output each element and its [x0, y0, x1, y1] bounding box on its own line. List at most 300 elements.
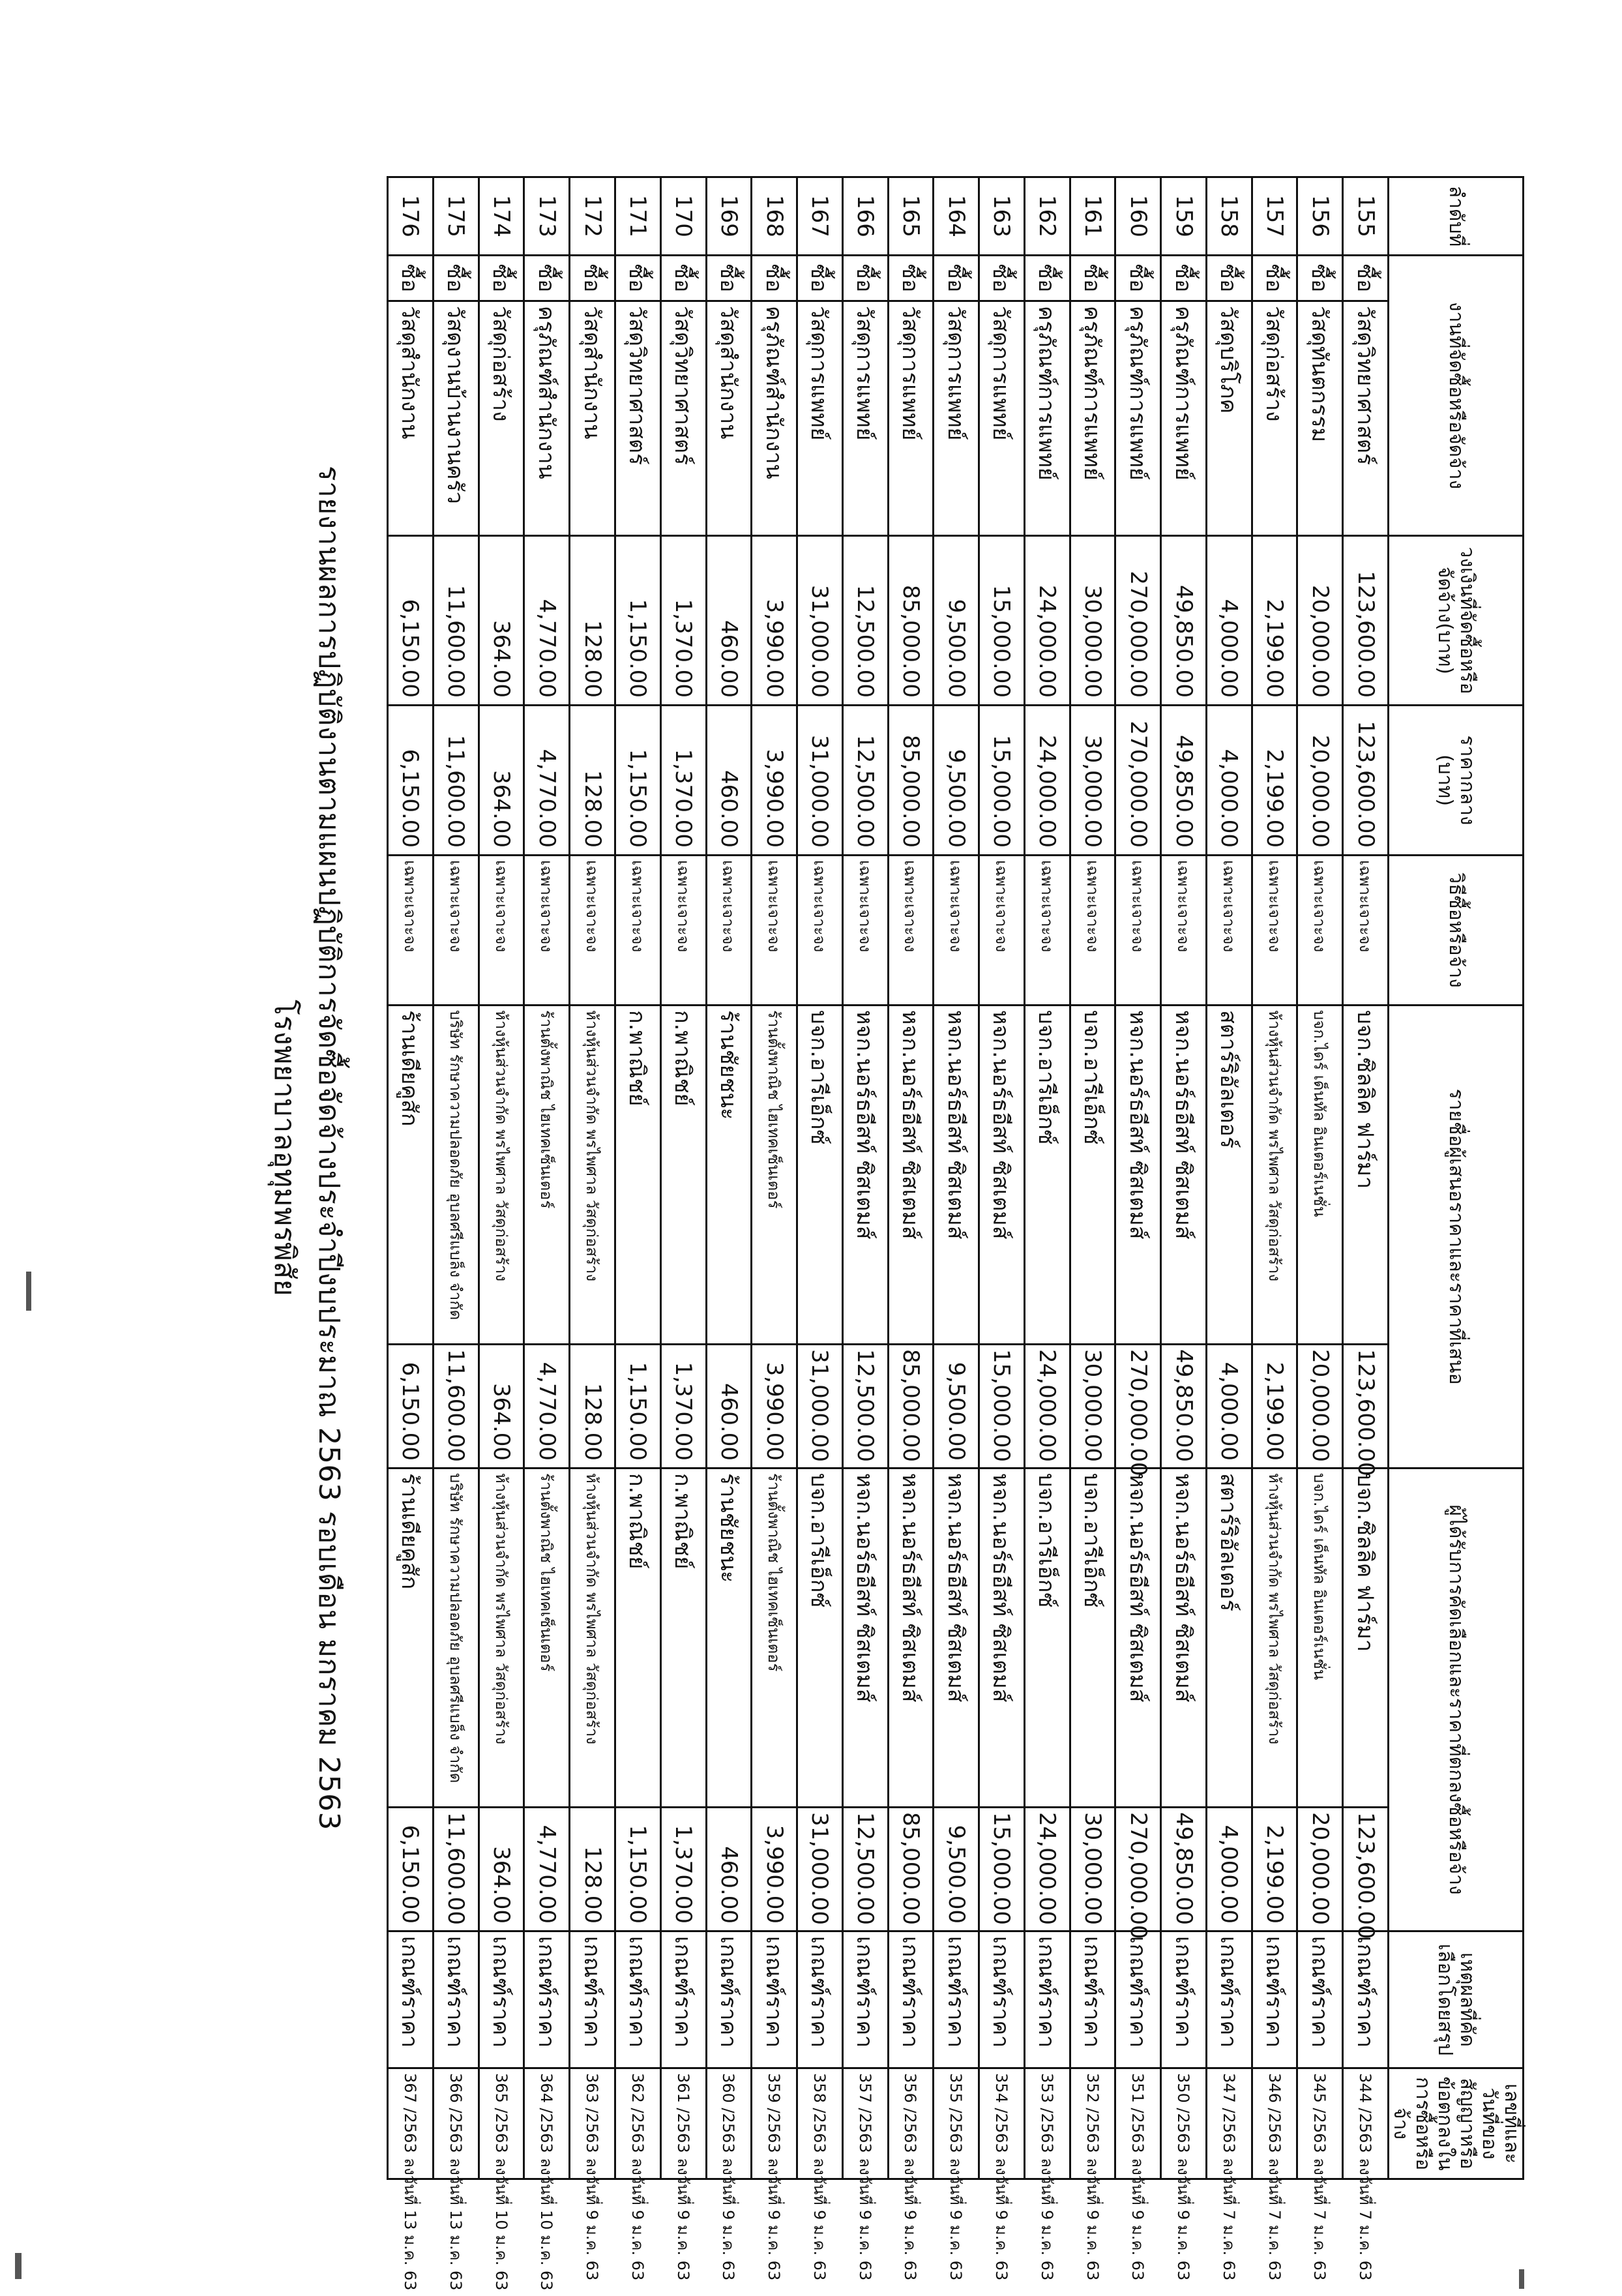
row-offer: 12,500.00	[842, 1345, 888, 1469]
row-contract-ref: 358 /2563 ลงวันที่ 9 ม.ค. 63	[797, 2068, 843, 2179]
table-row	[1024, 177, 1070, 2179]
row-offer: 1,370.00	[660, 1345, 706, 1469]
row-method: เฉพาะเจาะจง	[479, 856, 524, 1006]
row-contract-ref: 344 /2563 ลงวันที่ 7 ม.ค. 63	[1343, 2068, 1389, 2179]
row-budget: 270,000.00	[1115, 536, 1161, 706]
row-median-price: 31,000.00	[797, 706, 843, 856]
row-bidder: หจก.นอร์ธอีสท์ ซิสเตมส์	[979, 1006, 1025, 1345]
row-agreed-price: 460.00	[706, 1808, 752, 1931]
row-contract-ref: 363 /2563 ลงวันที่ 9 ม.ค. 63	[570, 2068, 615, 2179]
row-budget: 4,000.00	[1206, 536, 1252, 706]
row-agreed-price: 1,150.00	[615, 1808, 660, 1931]
row-winner: ร้านเดียคูสัก	[388, 1469, 434, 1808]
row-reason: เกณฑ์ราคา	[1070, 1931, 1115, 2068]
row-type: ซื้อ	[1206, 256, 1252, 301]
row-bidder: ร้านตั้งพาณิช ไฮเทคเซ็นเตอร์	[752, 1006, 797, 1345]
row-bidder: ห้างหุ้นส่วนจำกัด พรไพศาล วัสดุก่อสร้าง	[479, 1006, 524, 1345]
table-row	[706, 177, 752, 2179]
row-winner: หจก.นอร์ธอีสท์ ซิสเตมส์	[842, 1469, 888, 1808]
table-row	[1297, 177, 1343, 2179]
row-reason: เกณฑ์ราคา	[1343, 1931, 1389, 2068]
row-type: ซื้อ	[388, 256, 434, 301]
row-median-price: 49,850.00	[1161, 706, 1207, 856]
row-item: ครุภัณฑ์สำนักงาน	[524, 301, 570, 536]
row-method: เฉพาะเจาะจง	[797, 856, 843, 1006]
procurement-table	[387, 176, 1524, 2291]
row-median-price: 270,000.00	[1115, 706, 1161, 856]
row-winner: ก.พาณิชย์	[660, 1469, 706, 1808]
row-bidder: หจก.นอร์ธอีสท์ ซิสเตมส์	[888, 1006, 934, 1345]
row-reason: เกณฑ์ราคา	[979, 1931, 1025, 2068]
table-row	[479, 177, 524, 2179]
row-median-price: 460.00	[706, 706, 752, 856]
row-method: เฉพาะเจาะจง	[842, 856, 888, 1006]
row-winner: บจก.อารีเอ็กซ์	[797, 1469, 843, 1808]
row-method: เฉพาะเจาะจง	[1115, 856, 1161, 1006]
row-reason: เกณฑ์ราคา	[479, 1931, 524, 2068]
row-winner: ร้านชัยชนะ	[706, 1469, 752, 1808]
row-number: 171	[615, 177, 660, 256]
row-number: 173	[524, 177, 570, 256]
row-method: เฉพาะเจาะจง	[1070, 856, 1115, 1006]
row-number: 164	[934, 177, 979, 256]
row-reason: เกณฑ์ราคา	[660, 1931, 706, 2068]
row-budget: 12,500.00	[842, 536, 888, 706]
row-reason: เกณฑ์ราคา	[888, 1931, 934, 2068]
row-contract-ref: 356 /2563 ลงวันที่ 9 ม.ค. 63	[888, 2068, 934, 2179]
row-agreed-price: 9,500.00	[934, 1808, 979, 1931]
row-bidder: บจก.อารีเอ็กซ์	[1070, 1006, 1115, 1345]
row-item: ครุภัณฑ์การแพทย์	[1070, 301, 1115, 536]
row-item: วัสดุการแพทย์	[842, 301, 888, 536]
row-reason: เกณฑ์ราคา	[1115, 1931, 1161, 2068]
row-item: วัสดุก่อสร้าง	[1252, 301, 1297, 536]
row-item: วัสดุวิทยาศาสตร์	[660, 301, 706, 536]
row-type: ซื้อ	[479, 256, 524, 301]
row-budget: 49,850.00	[1161, 536, 1207, 706]
row-bidder: สตาร์ริอัลเตอร์	[1206, 1006, 1252, 1345]
row-winner: ห้างหุ้นส่วนจำกัด พรไพศาล วัสดุก่อสร้าง	[570, 1469, 615, 1808]
row-contract-ref: 361 /2563 ลงวันที่ 9 ม.ค. 63	[660, 2068, 706, 2179]
scan-speck	[26, 1272, 31, 1311]
header-bidders: รายชื่อผู้เสนอราคาและราคาที่เสนอ	[1389, 1006, 1524, 1469]
row-item: วัสดุบริโภค	[1206, 301, 1252, 536]
row-agreed-price: 2,199.00	[1252, 1808, 1297, 1931]
row-winner: หจก.นอร์ธอีสท์ ซิสเตมส์	[934, 1469, 979, 1808]
row-number: 167	[797, 177, 843, 256]
row-budget: 1,370.00	[660, 536, 706, 706]
row-type: ซื้อ	[1343, 256, 1389, 301]
row-budget: 460.00	[706, 536, 752, 706]
row-winner: ร้านตั้งพาณิช ไฮเทคเซ็นเตอร์	[524, 1469, 570, 1808]
row-contract-ref: 352 /2563 ลงวันที่ 9 ม.ค. 63	[1070, 2068, 1115, 2179]
row-method: เฉพาะเจาะจง	[1297, 856, 1343, 1006]
row-reason: เกณฑ์ราคา	[570, 1931, 615, 2068]
row-number: 163	[979, 177, 1025, 256]
row-median-price: 15,000.00	[979, 706, 1025, 856]
row-median-price: 30,000.00	[1070, 706, 1115, 856]
row-number: 160	[1115, 177, 1161, 256]
row-contract-ref: 354 /2563 ลงวันที่ 9 ม.ค. 63	[979, 2068, 1025, 2179]
row-type: ซื้อ	[797, 256, 843, 301]
row-median-price: 9,500.00	[934, 706, 979, 856]
row-agreed-price: 15,000.00	[979, 1808, 1025, 1931]
row-budget: 24,000.00	[1024, 536, 1070, 706]
table-row	[934, 177, 979, 2179]
row-agreed-price: 30,000.00	[1070, 1808, 1115, 1931]
row-number: 176	[388, 177, 434, 256]
row-agreed-price: 128.00	[570, 1808, 615, 1931]
row-type: ซื้อ	[842, 256, 888, 301]
row-agreed-price: 12,500.00	[842, 1808, 888, 1931]
document-title: รายงานผลการปฏิบัติงานตามแผนปฏิบัติการจัดซื้อจัดจ้างประจำปีงบประมาณ 2563 รอบเดือน มกราคม 2563	[312, 466, 346, 1830]
row-method: เฉพาะเจาะจง	[433, 856, 479, 1006]
row-reason: เกณฑ์ราคา	[706, 1931, 752, 2068]
row-number: 156	[1297, 177, 1343, 256]
row-winner: หจก.นอร์ธอีสท์ ซิสเตมส์	[979, 1469, 1025, 1808]
row-type: ซื้อ	[615, 256, 660, 301]
row-budget: 6,150.00	[388, 536, 434, 706]
row-item: วัสดุการแพทย์	[934, 301, 979, 536]
row-winner: ก.พาณิชย์	[615, 1469, 660, 1808]
row-method: เฉพาะเจาะจง	[660, 856, 706, 1006]
table-row	[979, 177, 1025, 2179]
row-type: ซื้อ	[1115, 256, 1161, 301]
row-winner: หจก.นอร์ธอีสท์ ซิสเตมส์	[1115, 1469, 1161, 1808]
table-row	[1115, 177, 1161, 2179]
row-winner: ร้านตั้งพาณิช ไฮเทคเซ็นเตอร์	[752, 1469, 797, 1808]
row-budget: 3,990.00	[752, 536, 797, 706]
row-median-price: 24,000.00	[1024, 706, 1070, 856]
row-winner: ห้างหุ้นส่วนจำกัด พรไพศาล วัสดุก่อสร้าง	[1252, 1469, 1297, 1808]
row-offer: 30,000.00	[1070, 1345, 1115, 1469]
row-number: 165	[888, 177, 934, 256]
row-bidder: ร้านเดียคูสัก	[388, 1006, 434, 1345]
row-item: วัสดุสำนักงาน	[388, 301, 434, 536]
row-contract-ref: 346 /2563 ลงวันที่ 7 ม.ค. 63	[1252, 2068, 1297, 2179]
row-bidder: หจก.นอร์ธอีสท์ ซิสเตมส์	[842, 1006, 888, 1345]
row-winner: หจก.นอร์ธอีสท์ ซิสเตมส์	[888, 1469, 934, 1808]
row-budget: 2,199.00	[1252, 536, 1297, 706]
row-method: เฉพาะเจาะจง	[979, 856, 1025, 1006]
row-reason: เกณฑ์ราคา	[934, 1931, 979, 2068]
row-bidder: ก.พาณิชย์	[615, 1006, 660, 1345]
row-bidder: ก.พาณิชย์	[660, 1006, 706, 1345]
row-offer: 128.00	[570, 1345, 615, 1469]
row-reason: เกณฑ์ราคา	[1161, 1931, 1207, 2068]
header-item: งานที่จัดซื้อหรือจัดจ้าง	[1389, 256, 1524, 536]
row-winner: หจก.นอร์ธอีสท์ ซิสเตมส์	[1161, 1469, 1207, 1808]
row-reason: เกณฑ์ราคา	[1024, 1931, 1070, 2068]
table-row	[842, 177, 888, 2179]
row-item: ครุภัณฑ์การแพทย์	[1024, 301, 1070, 536]
row-median-price: 12,500.00	[842, 706, 888, 856]
table-row	[752, 177, 797, 2179]
row-median-price: 11,600.00	[433, 706, 479, 856]
scan-speck	[1519, 2269, 1524, 2289]
table-row	[433, 177, 479, 2179]
row-reason: เกณฑ์ราคา	[524, 1931, 570, 2068]
row-number: 175	[433, 177, 479, 256]
row-item: ครุภัณฑ์สำนักงาน	[752, 301, 797, 536]
row-bidder: ห้างหุ้นส่วนจำกัด พรไพศาล วัสดุก่อสร้าง	[570, 1006, 615, 1345]
row-agreed-price: 11,600.00	[433, 1808, 479, 1931]
row-winner: บริษัท รักษาความปลอดภัย อุบลศรีแบล็ง จำกัด	[433, 1469, 479, 1808]
row-offer: 6,150.00	[388, 1345, 434, 1469]
row-winner: ห้างหุ้นส่วนจำกัด พรไพศาล วัสดุก่อสร้าง	[479, 1469, 524, 1808]
row-offer: 4,770.00	[524, 1345, 570, 1469]
row-method: เฉพาะเจาะจง	[934, 856, 979, 1006]
row-bidder: บจก.ไดร์ เด็นทัล อินเตอร์เนชั่น	[1297, 1006, 1343, 1345]
table-row	[1206, 177, 1252, 2179]
row-offer: 364.00	[479, 1345, 524, 1469]
row-agreed-price: 6,150.00	[388, 1808, 434, 1931]
row-offer: 4,000.00	[1206, 1345, 1252, 1469]
row-winner: บจก.อารีเอ็กซ์	[1070, 1469, 1115, 1808]
row-offer: 460.00	[706, 1345, 752, 1469]
row-contract-ref: 360 /2563 ลงวันที่ 9 ม.ค. 63	[706, 2068, 752, 2179]
row-agreed-price: 20,000.00	[1297, 1808, 1343, 1931]
row-contract-ref: 359 /2563 ลงวันที่ 9 ม.ค. 63	[752, 2068, 797, 2179]
header-winner: ผู้ได้รับการคัดเลือกและราคาที่ตกลงซื้อหรือจ้าง	[1389, 1469, 1524, 1931]
header-method: วิธีซื้อหรือจ้าง	[1389, 856, 1524, 1006]
row-number: 159	[1161, 177, 1207, 256]
row-offer: 2,199.00	[1252, 1345, 1297, 1469]
row-contract-ref: 353 /2563 ลงวันที่ 9 ม.ค. 63	[1024, 2068, 1070, 2179]
row-winner: สตาร์ริอัลเตอร์	[1206, 1469, 1252, 1808]
row-item: วัสดุสำนักงาน	[706, 301, 752, 536]
row-offer: 11,600.00	[433, 1345, 479, 1469]
row-agreed-price: 4,770.00	[524, 1808, 570, 1931]
row-median-price: 4,770.00	[524, 706, 570, 856]
row-agreed-price: 24,000.00	[1024, 1808, 1070, 1931]
row-budget: 9,500.00	[934, 536, 979, 706]
row-method: เฉพาะเจาะจง	[1024, 856, 1070, 1006]
row-number: 168	[752, 177, 797, 256]
row-agreed-price: 1,370.00	[660, 1808, 706, 1931]
row-bidder: บจก.อารีเอ็กซ์	[1024, 1006, 1070, 1345]
table-row	[1252, 177, 1297, 2179]
row-offer: 1,150.00	[615, 1345, 660, 1469]
row-offer: 9,500.00	[934, 1345, 979, 1469]
row-budget: 128.00	[570, 536, 615, 706]
row-item: ครุภัณฑ์การแพทย์	[1161, 301, 1207, 536]
row-method: เฉพาะเจาะจง	[1252, 856, 1297, 1006]
row-method: เฉพาะเจาะจง	[615, 856, 660, 1006]
row-median-price: 364.00	[479, 706, 524, 856]
row-winner: บจก.ซิลลิค ฟาร์มา	[1343, 1469, 1389, 1808]
row-winner: บจก.ไดร์ เด็นทัล อินเตอร์เนชั่น	[1297, 1469, 1343, 1808]
row-agreed-price: 3,990.00	[752, 1808, 797, 1931]
row-reason: เกณฑ์ราคา	[1206, 1931, 1252, 2068]
row-median-price: 4,000.00	[1206, 706, 1252, 856]
header-budget: วงเงินที่จัดซื้อหรือจัดจ้าง(บาท)	[1389, 536, 1524, 706]
row-bidder: ร้านชัยชนะ	[706, 1006, 752, 1345]
row-contract-ref: 350 /2563 ลงวันที่ 9 ม.ค. 63	[1161, 2068, 1207, 2179]
header-median: ราคากลาง (บาท)	[1389, 706, 1524, 856]
row-median-price: 85,000.00	[888, 706, 934, 856]
row-item: วัสดุวิทยาศาสตร์	[1343, 301, 1389, 536]
row-bidder: หจก.นอร์ธอีสท์ ซิสเตมส์	[934, 1006, 979, 1345]
header-no: ลำดับที่	[1389, 177, 1524, 256]
row-offer: 49,850.00	[1161, 1345, 1207, 1469]
row-budget: 15,000.00	[979, 536, 1025, 706]
row-type: ซื้อ	[1161, 256, 1207, 301]
row-agreed-price: 270,000.00	[1115, 1808, 1161, 1931]
row-item: ครุภัณฑ์การแพทย์	[1115, 301, 1161, 536]
row-contract-ref: 366 /2563 ลงวันที่ 13 ม.ค. 63	[433, 2068, 479, 2179]
row-method: เฉพาะเจาะจง	[570, 856, 615, 1006]
row-contract-ref: 351 /2563 ลงวันที่ 9 ม.ค. 63	[1115, 2068, 1161, 2179]
row-item: วัสดุวิทยาศาสตร์	[615, 301, 660, 536]
row-offer: 15,000.00	[979, 1345, 1025, 1469]
row-number: 158	[1206, 177, 1252, 256]
row-agreed-price: 49,850.00	[1161, 1808, 1207, 1931]
table-row	[660, 177, 706, 2179]
row-budget: 123,600.00	[1343, 536, 1389, 706]
hospital-name: โรงพยาบาลอุทุมพรพิสัย	[268, 999, 301, 1297]
row-offer: 20,000.00	[1297, 1345, 1343, 1469]
row-budget: 4,770.00	[524, 536, 570, 706]
row-type: ซื้อ	[934, 256, 979, 301]
row-type: ซื้อ	[1252, 256, 1297, 301]
row-offer: 3,990.00	[752, 1345, 797, 1469]
row-median-price: 128.00	[570, 706, 615, 856]
row-reason: เกณฑ์ราคา	[842, 1931, 888, 2068]
row-number: 169	[706, 177, 752, 256]
row-item: วัสดุการแพทย์	[797, 301, 843, 536]
row-type: ซื้อ	[1024, 256, 1070, 301]
row-reason: เกณฑ์ราคา	[433, 1931, 479, 2068]
row-method: เฉพาะเจาะจง	[1343, 856, 1389, 1006]
header-ref: เลขที่และวันที่ของสัญญาหรือข้อตกลงในการซื้อหรือจ้าง	[1389, 2068, 1524, 2179]
row-bidder: บจก.ซิลลิค ฟาร์มา	[1343, 1006, 1389, 1345]
row-reason: เกณฑ์ราคา	[615, 1931, 660, 2068]
row-budget: 364.00	[479, 536, 524, 706]
row-type: ซื้อ	[979, 256, 1025, 301]
row-budget: 1,150.00	[615, 536, 660, 706]
row-item: วัสดุงานบ้านงานครัว	[433, 301, 479, 536]
row-item: วัสดุก่อสร้าง	[479, 301, 524, 536]
row-bidder: หจก.นอร์ธอีสท์ ซิสเตมส์	[1161, 1006, 1207, 1345]
row-type: ซื้อ	[570, 256, 615, 301]
row-agreed-price: 123,600.00	[1343, 1808, 1389, 1931]
row-number: 157	[1252, 177, 1297, 256]
row-type: ซื้อ	[706, 256, 752, 301]
row-number: 162	[1024, 177, 1070, 256]
row-method: เฉพาะเจาะจง	[752, 856, 797, 1006]
table-row	[797, 177, 843, 2179]
row-reason: เกณฑ์ราคา	[797, 1931, 843, 2068]
row-contract-ref: 345 /2563 ลงวันที่ 7 ม.ค. 63	[1297, 2068, 1343, 2179]
row-offer: 270,000.00	[1115, 1345, 1161, 1469]
row-type: ซื้อ	[888, 256, 934, 301]
table-row	[1161, 177, 1207, 2179]
row-median-price: 123,600.00	[1343, 706, 1389, 856]
row-contract-ref: 367 /2563 ลงวันที่ 13 ม.ค. 63	[388, 2068, 434, 2179]
row-method: เฉพาะเจาะจง	[888, 856, 934, 1006]
row-budget: 30,000.00	[1070, 536, 1115, 706]
row-reason: เกณฑ์ราคา	[1252, 1931, 1297, 2068]
row-bidder: หจก.นอร์ธอีสท์ ซิสเตมส์	[1115, 1006, 1161, 1345]
table-row	[524, 177, 570, 2179]
table-row	[615, 177, 660, 2179]
row-number: 161	[1070, 177, 1115, 256]
row-item: วัสดุการแพทย์	[979, 301, 1025, 536]
row-contract-ref: 365 /2563 ลงวันที่ 10 ม.ค. 63	[479, 2068, 524, 2179]
row-number: 166	[842, 177, 888, 256]
row-bidder: บริษัท รักษาความปลอดภัย อุบลศรีแบล็ง จำกัด	[433, 1006, 479, 1345]
row-reason: เกณฑ์ราคา	[388, 1931, 434, 2068]
row-bidder: ร้านตั้งพาณิช ไฮเทคเซ็นเตอร์	[524, 1006, 570, 1345]
row-method: เฉพาะเจาะจง	[524, 856, 570, 1006]
row-bidder: บจก.อารีเอ็กซ์	[797, 1006, 843, 1345]
row-median-price: 1,150.00	[615, 706, 660, 856]
table-row	[570, 177, 615, 2179]
row-agreed-price: 364.00	[479, 1808, 524, 1931]
row-bidder: ห้างหุ้นส่วนจำกัด พรไพศาล วัสดุก่อสร้าง	[1252, 1006, 1297, 1345]
table-row	[888, 177, 934, 2179]
row-contract-ref: 364 /2563 ลงวันที่ 10 ม.ค. 63	[524, 2068, 570, 2179]
row-budget: 20,000.00	[1297, 536, 1343, 706]
header-reason: เหตุผลที่คัดเลือกโดยสรุป	[1389, 1931, 1524, 2068]
row-budget: 85,000.00	[888, 536, 934, 706]
row-contract-ref: 355 /2563 ลงวันที่ 9 ม.ค. 63	[934, 2068, 979, 2179]
row-type: ซื้อ	[433, 256, 479, 301]
row-reason: เกณฑ์ราคา	[752, 1931, 797, 2068]
row-contract-ref: 357 /2563 ลงวันที่ 9 ม.ค. 63	[842, 2068, 888, 2179]
row-type: ซื้อ	[1297, 256, 1343, 301]
row-item: วัสดุการแพทย์	[888, 301, 934, 536]
row-number: 170	[660, 177, 706, 256]
row-method: เฉพาะเจาะจง	[388, 856, 434, 1006]
row-method: เฉพาะเจาะจง	[1161, 856, 1207, 1006]
row-median-price: 2,199.00	[1252, 706, 1297, 856]
row-median-price: 3,990.00	[752, 706, 797, 856]
row-number: 174	[479, 177, 524, 256]
row-contract-ref: 362 /2563 ลงวันที่ 9 ม.ค. 63	[615, 2068, 660, 2179]
row-offer: 31,000.00	[797, 1345, 843, 1469]
row-number: 172	[570, 177, 615, 256]
row-item: วัสดุทันตกรรม	[1297, 301, 1343, 536]
row-type: ซื้อ	[660, 256, 706, 301]
row-item: วัสดุสำนักงาน	[570, 301, 615, 536]
row-offer: 24,000.00	[1024, 1345, 1070, 1469]
row-type: ซื้อ	[524, 256, 570, 301]
scan-speck	[15, 2253, 22, 2279]
row-offer: 85,000.00	[888, 1345, 934, 1469]
row-reason: เกณฑ์ราคา	[1297, 1931, 1343, 2068]
row-number: 155	[1343, 177, 1389, 256]
table-row	[388, 177, 434, 2179]
row-median-price: 1,370.00	[660, 706, 706, 856]
table-body	[388, 177, 1389, 2291]
row-agreed-price: 4,000.00	[1206, 1808, 1252, 1931]
table-header-row	[1389, 177, 1524, 2179]
row-contract-ref: 347 /2563 ลงวันที่ 7 ม.ค. 63	[1206, 2068, 1252, 2179]
row-median-price: 20,000.00	[1297, 706, 1343, 856]
row-method: เฉพาะเจาะจง	[1206, 856, 1252, 1006]
row-method: เฉพาะเจาะจง	[706, 856, 752, 1006]
table-row	[1070, 177, 1115, 2179]
row-budget: 31,000.00	[797, 536, 843, 706]
row-agreed-price: 85,000.00	[888, 1808, 934, 1931]
row-offer: 123,600.00	[1343, 1345, 1389, 1469]
row-type: ซื้อ	[752, 256, 797, 301]
row-winner: บจก.อารีเอ็กซ์	[1024, 1469, 1070, 1808]
row-budget: 11,600.00	[433, 536, 479, 706]
row-agreed-price: 31,000.00	[797, 1808, 843, 1931]
